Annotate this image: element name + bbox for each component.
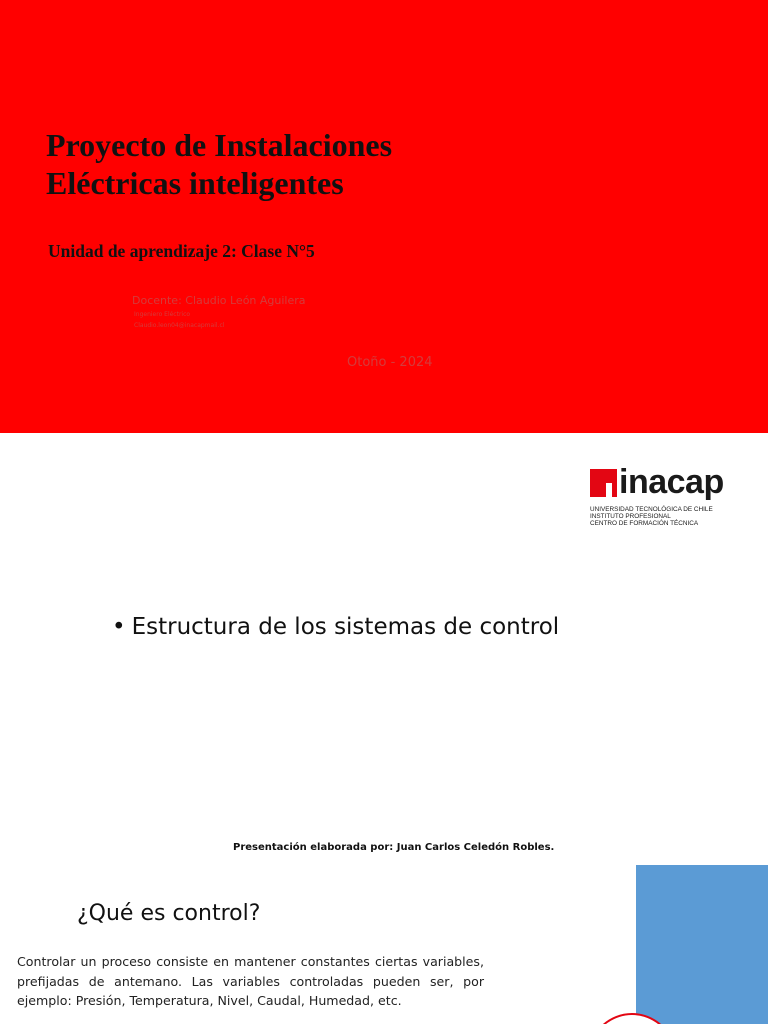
title-slide xyxy=(0,0,768,433)
logo-wordmark: inacap xyxy=(619,463,724,501)
slide-title xyxy=(46,126,606,202)
blue-side-panel xyxy=(636,865,768,1024)
slide-subtitle: Unidad de aprendizaje 2: Clase N°5 xyxy=(48,241,315,261)
term-label: Otoño - 2024 xyxy=(347,355,433,370)
logo-line-center: CENTRO DE FORMACIÓN TÉCNICA xyxy=(590,520,699,527)
logo-line-university: UNIVERSIDAD TECNOLÓGICA DE CHILE xyxy=(590,506,713,513)
teacher-role: Ingeniero Eléctrico xyxy=(134,311,191,318)
bullet-text: Estructura de los sistemas de control xyxy=(131,614,560,640)
definition-slide xyxy=(0,865,768,1024)
teacher-name: Docente: Claudio León Aguilera xyxy=(132,294,306,307)
inacap-logo xyxy=(590,463,740,531)
author-credit: Presentación elaborada por: Juan Carlos Celedón Robles. xyxy=(233,842,555,853)
logo-line-institute: INSTITUTO PROFESIONAL xyxy=(590,513,671,520)
bullet-dot: • xyxy=(112,614,126,640)
definition-paragraph: Controlar un proceso consiste en mantener constantes ciertas variables, prefijadas de antemano. Las variables controladas pueden ser, por ejemplo: Presión, Temperatura, Nivel, Caudal, Humedad, etc. xyxy=(17,954,484,1008)
teacher-email: Claudio.leon04@inacapmail.cl xyxy=(134,322,225,329)
slide-title-line-2: Eléctricas inteligentes xyxy=(46,165,344,201)
slide-heading: ¿Qué es control? xyxy=(77,901,261,926)
slide-title-line-1: Proyecto de Instalaciones xyxy=(46,127,393,163)
logo-mark-icon xyxy=(590,469,617,497)
bullet-item xyxy=(112,614,559,640)
